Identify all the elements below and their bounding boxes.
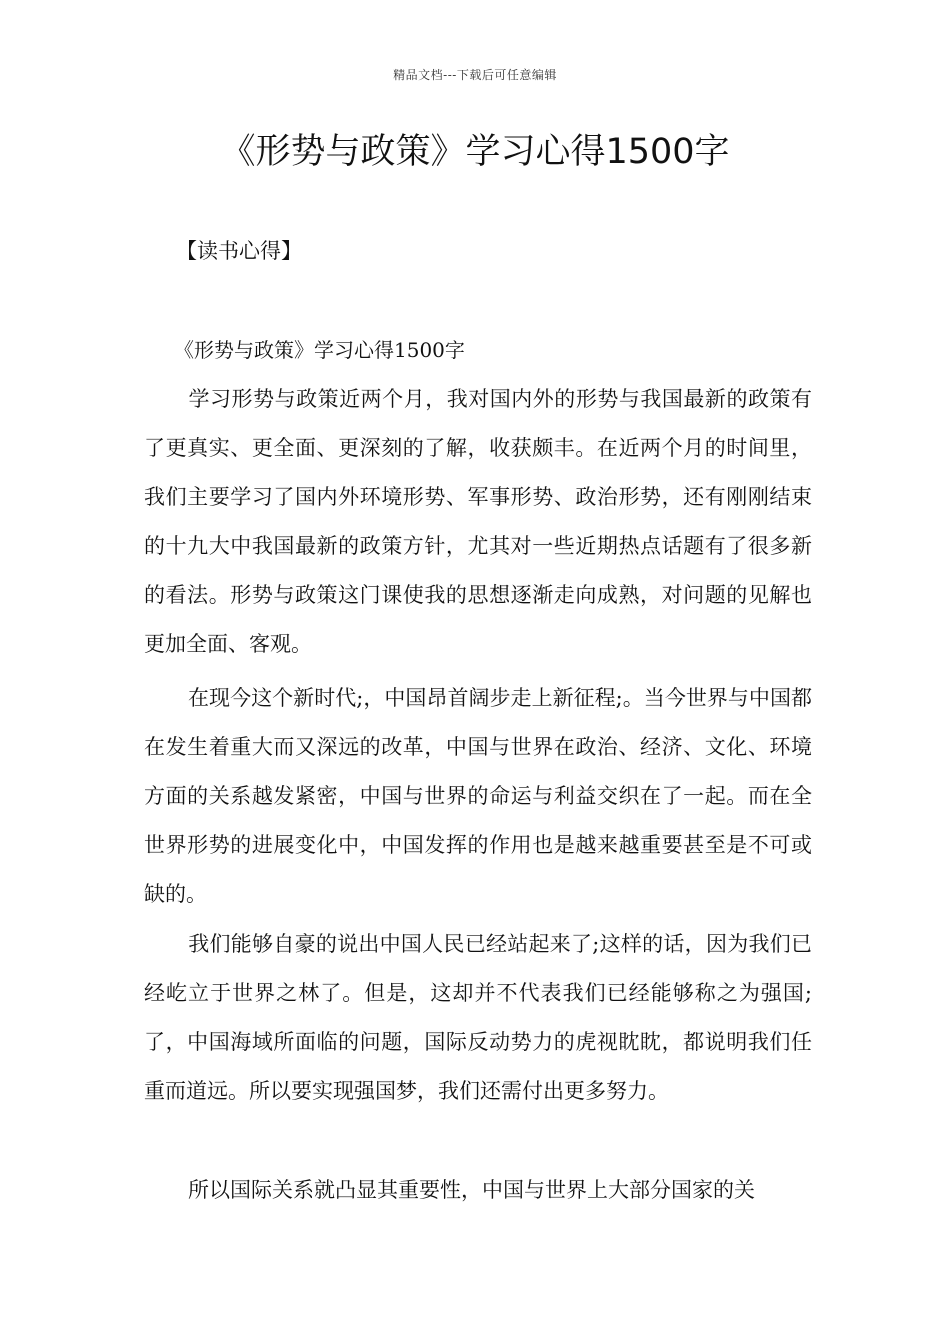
- body-paragraph: [144, 1166, 812, 1215]
- paragraph-text: 所以国际关系就凸显其重要性，中国与世界上大部分国家的关: [188, 1178, 755, 1202]
- paragraph-text: 在现今这个新时代;，中国昂首阔步走上新征程;。当今世界与中国都在发生着重大而又深远的改革，中国与世界在政治、经济、文化、环境方面的关系越发紧密，中国与世界的命运与利益交织在了一起。而在全世界形势的进展变化中，中国发挥的作用也是越来越重要甚至是不可或缺的。: [144, 686, 812, 906]
- paragraph-text: 学习形势与政策近两个月，我对国内外的形势与我国最新的政策有了更真实、更全面、更深刻的了解，收获颇丰。在近两个月的时间里，我们主要学习了国内外环境形势、军事形势、政治形势，还有刚刚结束的十九大中我国最新的政策方针，尤其对一些近期热点话题有了很多新的看法。形势与政策这门课使我的思想逐渐走向成熟，对问题的见解也更加全面、客观。: [144, 387, 812, 656]
- body-paragraph: [144, 920, 812, 1116]
- paragraph-text: 我们能够自豪的说出中国人民已经站起来了;这样的话，因为我们已经屹立于世界之林了。但是，这却并不代表我们已经能够称之为强国;了，中国海域所面临的问题，国际反动势力的虎视眈眈，都说明我们任重而道远。所以要实现强国梦，我们还需付出更多努力。: [144, 932, 812, 1103]
- body-paragraph: [144, 674, 812, 919]
- header-note: 精品文档---下载后可任意编辑: [393, 68, 557, 82]
- category-label: 【读书心得】: [176, 239, 302, 263]
- document-subtitle: 《形势与政策》学习心得1500字: [174, 338, 465, 362]
- document-title: 《形势与政策》学习心得1500字: [220, 132, 730, 172]
- body-paragraph: [144, 375, 812, 669]
